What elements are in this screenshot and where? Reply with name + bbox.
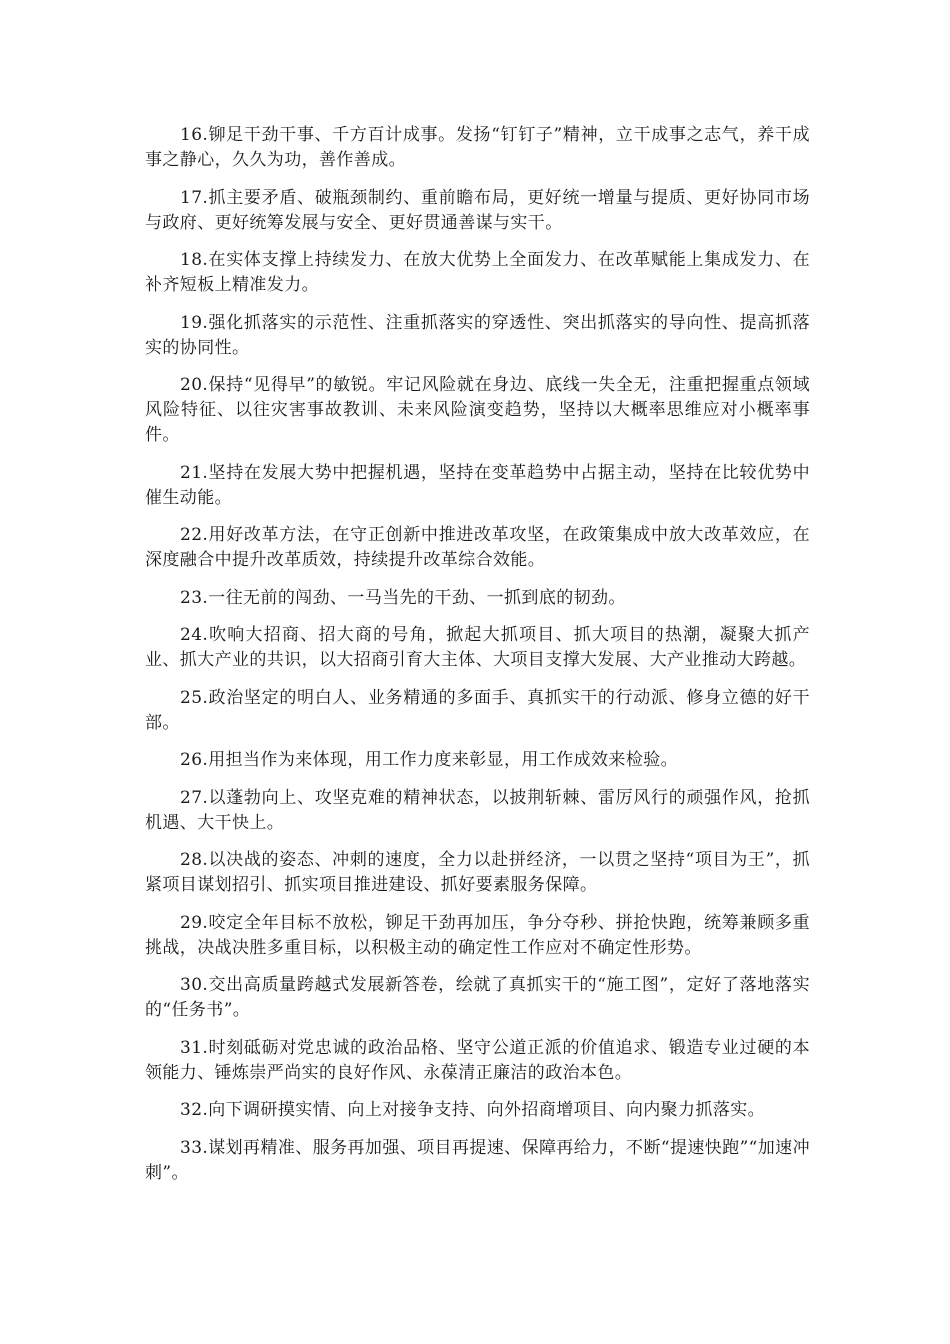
paragraph-32: 32.向下调研摸实情、向上对接争支持、向外招商增项目、向内聚力抓落实。 xyxy=(180,1100,766,1120)
paragraph-33: 33.谋划再精准、服务再加强、项目再提速、保障再给力，不断“提速快跑”“加速冲刺”。 xyxy=(145,1137,810,1183)
paragraph-29: 29.咬定全年目标不放松，铆足干劲再加压，争分夺秒、拼抢快跑，统筹兼顾多重挑战，决战决胜多重目标，以积极主动的确定性工作应对不确定性形势。 xyxy=(145,912,810,958)
paragraph-19: 19.强化抓落实的示范性、注重抓落实的穿透性、突出抓落实的导向性、提高抓落实的协同性。 xyxy=(145,312,810,358)
paragraph-23: 23.一往无前的闯劲、一马当先的干劲、一抓到底的韧劲。 xyxy=(180,587,626,608)
paragraph-30: 30.交出高质量跨越式发展新答卷，绘就了真抓实干的“施工图”，定好了落地落实的“任务书”。 xyxy=(145,975,810,1020)
paragraph-16: 16.铆足干劲干事、千方百计成事。发扬“钉钉子”精神，立干成事之志气，养干成事之静心，久久为功，善作善成。 xyxy=(145,125,810,170)
paragraph-24: 24.吹响大招商、招大商的号角，掀起大抓项目、抓大项目的热潮，凝聚大抓产业、抓大产业的共识，以大招商引育大主体、大项目支撑大发展、大产业推动大跨越。 xyxy=(145,625,810,670)
document-body xyxy=(145,123,810,1198)
paragraph-17: 17.抓主要矛盾、破瓶颈制约、重前瞻布局，更好统一增量与提质、更好协同市场与政府、更好统筹发展与安全、更好贯通善谋与实干。 xyxy=(145,187,810,233)
paragraph-28: 28.以决战的姿态、冲刺的速度，全力以赴拼经济，一以贯之坚持“项目为王”，抓紧项目谋划招引、抓实项目推进建设、抓好要素服务保障。 xyxy=(145,850,810,895)
paragraph-18: 18.在实体支撑上持续发力、在放大优势上全面发力、在改革赋能上集成发力、在补齐短板上精准发力。 xyxy=(145,250,810,295)
paragraph-21: 21.坚持在发展大势中把握机遇，坚持在变革趋势中占据主动，坚持在比较优势中催生动能。 xyxy=(145,462,810,508)
paragraph-22: 22.用好改革方法，在守正创新中推进改革攻坚，在政策集成中放大改革效应，在深度融合中提升改革质效，持续提升改革综合效能。 xyxy=(145,525,810,570)
paragraph-27: 27.以蓬勃向上、攻坚克难的精神状态，以披荆斩棘、雷厉风行的顽强作风，抢抓机遇、大干快上。 xyxy=(145,787,810,833)
paragraph-20: 20.保持“见得早”的敏锐。牢记风险就在身边、底线一失全无，注重把握重点领域风险特征、以往灾害事故教训、未来风险演变趋势，坚持以大概率思维应对小概率事件。 xyxy=(145,375,810,445)
paragraph-26: 26.用担当作为来体现，用工作力度来彰显，用工作成效来检验。 xyxy=(180,750,679,770)
paragraph-31: 31.时刻砥砺对党忠诚的政治品格、坚守公道正派的价值追求、锻造专业过硬的本领能力、锤炼崇严尚实的良好作风、永葆清正廉洁的政治本色。 xyxy=(145,1037,810,1083)
paragraph-25: 25.政治坚定的明白人、业务精通的多面手、真抓实干的行动派、修身立德的好干部。 xyxy=(145,687,810,733)
